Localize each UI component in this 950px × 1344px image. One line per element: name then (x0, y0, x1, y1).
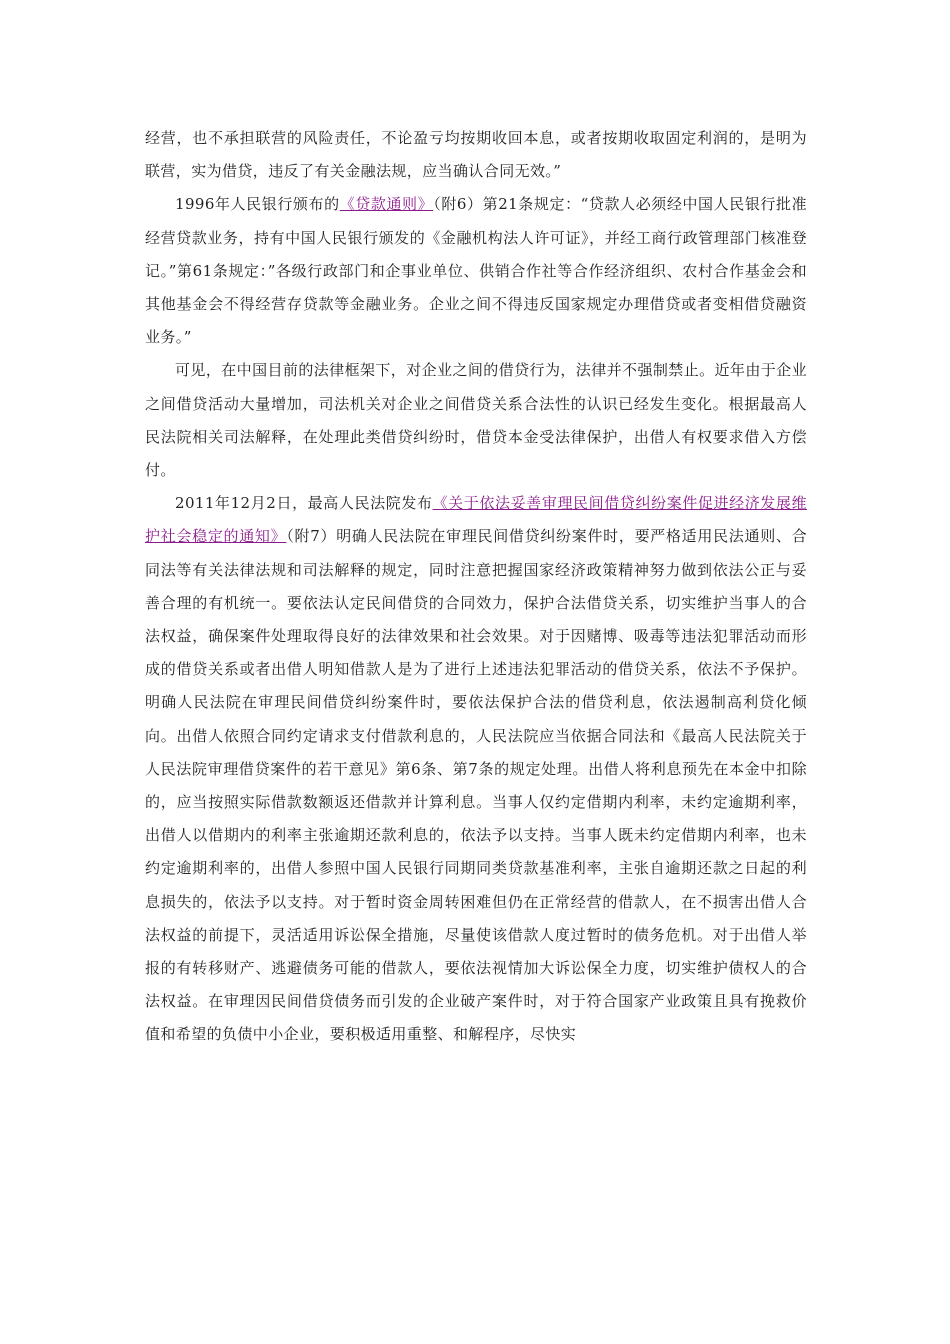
paragraph-text: 2011年12月2日，最高人民法院发布 (175, 494, 433, 513)
paragraph (145, 188, 807, 354)
paragraph-text: （附7）明确人民法院在审理民间借贷纠纷案件时，要严格适用民法通则、合同法等有关法律法规和司法解释的规定，同时注意把握国家经济政策精神努力做到依法公正与妥善合理的有机统一。要依法认定民间借贷的合同效力，保护合法借贷关系，切实维护当事人的合法权益，确保案件处理取得良好的法律效果和社会效果。对于因赌博、吸毒等违法犯罪活动而形成的借贷关系或者出借人明知借款人是为了进行上述违法犯罪活动的借贷关系，依法不予保护。明确人民法院在审理民间借贷纠纷案件时，要依法保护合法的借贷利息，依法遏制高利贷化倾向。出借人依照合同约定请求支付借款利息的，人民法院应当依据合同法和《最高人民法院关于人民法院审理借贷案件的若干意见》第6条、第7条的规定处理。出借人将利息预先在本金中扣除的，应当按照实际借款数额返还借款并计算利息。当事人仅约定借期内利率，未约定逾期利率，出借人以借期内的利率主张逾期还款利息的，依法予以支持。当事人既未约定借期内利率，也未约定逾期利率的，出借人参照中国人民银行同期同类贷款基准利率，主张自逾期还款之日起的利息损失的，依法予以支持。对于暂时资金周转困难但仍在正常经营的借款人，在不损害出借人合法权益的前提下，灵活适用诉讼保全措施，尽量使该借款人度过暂时的债务危机。对于出借人举报的有转移财产、逃避债务可能的借款人，要依法视情加大诉讼保全力度，切实维护债权人的合法权益。在审理因民间借贷债务而引发的企业破产案件时，对于符合国家产业政策且具有挽救价值和希望的负债中小企业，要积极适用重整、和解程序，尽快实 (145, 527, 807, 1044)
paragraph-text: 经营，也不承担联营的风险责任，不论盈亏均按期收回本息，或者按期收取固定利润的，是明为联营，实为借贷，违反了有关金融法规，应当确认合同无效。” (145, 129, 807, 181)
paragraph-text: 可见，在中国目前的法律框架下，对企业之间的借贷行为，法律并不强制禁止。近年由于企业之间借贷活动大量增加，司法机关对企业之间借贷关系合法性的认识已经发生变化。根据最高人民法院相关司法解释，在处理此类借贷纠纷时，借贷本金受法律保护，出借人有权要求借入方偿付。 (145, 361, 807, 480)
paragraph (145, 122, 807, 188)
paragraph-text: （附6）第21条规定：“贷款人必须经中国人民银行批准经营贷款业务，持有中国人民银行颁发的《金融机构法人许可证》，并经工商行政管理部门核准登记。”第61条规定：”各级行政部门和企事业单位、供销合作社等合作经济组织、农村合作基金会和其他基金会不得经营存贷款等金融业务。企业之间不得违反国家规定办理借贷或者变相借贷融资业务。” (145, 195, 807, 347)
paragraph-text: 1996年人民银行颁布的 (175, 195, 340, 214)
paragraph (145, 354, 807, 487)
paragraph (145, 487, 807, 1051)
document-link[interactable]: 《贷款通则》 (339, 195, 434, 214)
document-link[interactable]: 《关于依法妥善审理民间借贷纠纷案件促进经济发展维护社会稳定的通知》 (145, 494, 807, 546)
document-body (145, 122, 807, 1052)
